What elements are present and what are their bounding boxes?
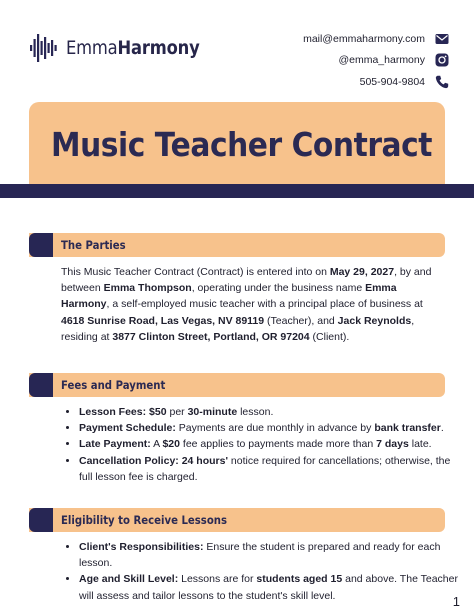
- contact-email[interactable]: mail@emmaharmony.com: [303, 32, 425, 45]
- text-run: (Client).: [309, 330, 350, 343]
- text-run: notice required for cancellations; otherwise, the full lesson fee is charged.: [79, 454, 451, 483]
- page-number: 1: [452, 594, 460, 609]
- text-run: late.: [408, 438, 432, 451]
- bold-text: Lesson Fees:: [79, 406, 147, 418]
- bold-text: 3877 Clinton Street, Portland, OR 97204: [112, 330, 310, 343]
- text-run: (Teacher), and: [264, 314, 338, 327]
- soundwave-logo-icon: [30, 33, 60, 63]
- section-tab: [29, 233, 53, 257]
- text-run: , a self-employed music teacher with a principal place of business at: [106, 298, 423, 311]
- text-run: , residing at: [61, 314, 415, 343]
- title-band: [0, 184, 474, 198]
- section-tab: [29, 373, 53, 397]
- text-run: A: [150, 438, 163, 451]
- bold-text: students aged 15: [256, 573, 343, 586]
- envelope-icon: [434, 31, 449, 46]
- bold-text: Emma Harmony: [61, 282, 397, 311]
- section-heading: Eligibility to Receive Lessons: [61, 513, 228, 527]
- contact-block: [303, 28, 449, 93]
- text-run: Lessons are for: [178, 573, 257, 586]
- list-item: [79, 436, 464, 452]
- section-header-fees: [29, 373, 445, 397]
- contact-phone[interactable]: 505-904-9804: [359, 75, 425, 88]
- contact-social-row: [303, 50, 449, 72]
- bold-text: Late Payment:: [79, 438, 151, 451]
- title-banner: [29, 102, 445, 192]
- bold-text: Emma Thompson: [103, 282, 192, 295]
- bold-text: Client's Responsibilities:: [79, 541, 204, 553]
- text-run: Payments are due monthly in advance by: [175, 422, 375, 435]
- bold-text: 30-minute: [187, 406, 238, 418]
- bold-text: 24 hours': [181, 454, 228, 467]
- bold-text: May 29, 2027: [329, 266, 395, 278]
- text-run: Ensure the student is prepared and ready for each lesson.: [79, 541, 441, 570]
- eligibility-list: [61, 539, 464, 604]
- section-heading: Fees and Payment: [61, 378, 166, 392]
- text-run: per: [166, 406, 188, 418]
- contact-email-row: [303, 28, 449, 50]
- text-run: .: [440, 422, 444, 435]
- brand-name: EmmaHarmony: [66, 37, 200, 59]
- fees-list: [61, 404, 464, 485]
- bold-text: $50: [149, 406, 167, 418]
- text-run: lesson.: [237, 406, 274, 418]
- text-run: fee applies to payments made more than: [180, 438, 377, 451]
- parties-paragraph: [61, 264, 441, 345]
- list-item: [79, 539, 464, 571]
- list-item: [79, 453, 464, 485]
- list-item: [79, 420, 464, 436]
- bold-text: 4618 Sunrise Road, Las Vegas, NV 89119: [61, 314, 265, 327]
- section-heading: The Parties: [61, 238, 126, 252]
- page-title: Music Teacher Contract: [51, 125, 433, 164]
- text-run: , by and between: [61, 266, 432, 295]
- section-header-eligibility: [29, 508, 445, 532]
- text-run: This Music Teacher Contract (Contract) is entered into on: [61, 266, 330, 278]
- bold-text: $20: [162, 438, 180, 451]
- bold-text: bank transfer: [374, 422, 441, 435]
- list-item: [79, 571, 464, 603]
- contact-social[interactable]: @emma_harmony: [338, 54, 425, 67]
- instagram-icon: [434, 53, 449, 68]
- bold-text: Jack Reynolds: [337, 314, 412, 327]
- contact-phone-row: [303, 71, 449, 93]
- brand-logo: [30, 33, 221, 63]
- phone-icon: [434, 74, 449, 89]
- bold-text: Cancellation Policy:: [79, 454, 179, 467]
- bold-text: Payment Schedule:: [79, 422, 176, 435]
- section-header-parties: [29, 233, 445, 257]
- bold-text: 7 days: [376, 438, 409, 451]
- bold-text: Age and Skill Level:: [79, 573, 179, 586]
- list-item: [79, 404, 464, 420]
- text-run: , operating under the business name: [191, 282, 366, 295]
- section-tab: [29, 508, 53, 532]
- text-run: and above. The Teacher will assess and tailor lessons to the student's skill level.: [79, 573, 458, 602]
